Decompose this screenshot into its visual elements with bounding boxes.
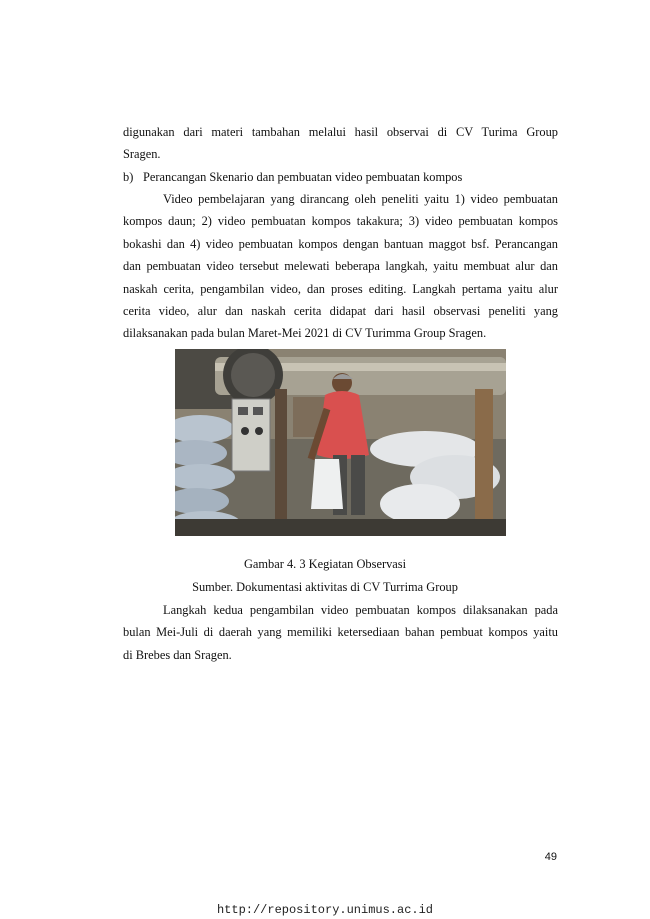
figure-caption: Gambar 4. 3 Kegiatan Observasi (243, 557, 407, 571)
footer-url[interactable]: http://repository.unimus.ac.id (216, 903, 434, 917)
text-line: bulan Mei-Juli di daerah yang memiliki ketersediaan bahan pembuat kompos yaitu (123, 625, 558, 640)
observation-photo (175, 349, 506, 536)
list-item-b (123, 166, 558, 188)
text-line: Sragen. (123, 147, 161, 162)
text-line: digunakan dari materi tambahan melalui hasil observai di CV Turima Group (123, 125, 558, 139)
text-line: Video pembelajaran yang dirancang oleh peneliti yaitu 1) video pembuatan (163, 192, 558, 206)
paragraph-design (123, 188, 558, 345)
list-item-text: Perancangan Skenario dan pembuatan video pembuatan kompos (143, 170, 463, 184)
paragraph-step2 (123, 599, 558, 666)
text-line: dan pembuatan video tersebut melewati beberapa langkah, yaitu membuat alur dan (123, 259, 558, 274)
page-number: 49 (544, 851, 557, 863)
paragraph-continuation (123, 121, 558, 166)
figure-source: Sumber. Dokumentasi aktivitas di CV Turrima Group (192, 580, 458, 594)
text-line: di Brebes dan Sragen. (123, 647, 232, 662)
text-line: cerita video, alur dan naskah cerita didapat dari hasil observasi peneliti yang (123, 304, 558, 319)
text-line: Langkah kedua pengambilan video pembuatan kompos dilaksanakan pada (163, 603, 558, 617)
observation-photo-illustration (175, 349, 506, 536)
text-line: kompos daun; 2) video pembuatan kompos takakura; 3) video pembuatan kompos (123, 214, 558, 229)
text-line: naskah cerita, pengambilan video, dan proses editing. Langkah pertama yaitu alur (123, 281, 558, 296)
text-line: bokashi dan 4) video pembuatan kompos dengan bantuan maggot bsf. Perancangan (123, 236, 558, 251)
text-line: dilaksanakan pada bulan Maret-Mei 2021 di CV Turimma Group Sragen. (123, 326, 487, 341)
list-marker: b) (123, 170, 134, 184)
